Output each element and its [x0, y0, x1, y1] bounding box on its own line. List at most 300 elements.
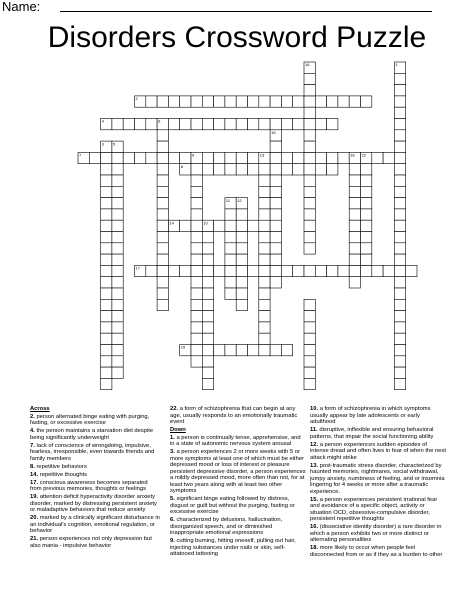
grid-cell[interactable] [304, 243, 315, 254]
grid-cell[interactable] [135, 152, 146, 163]
grid-cell[interactable] [394, 288, 405, 299]
grid-cell[interactable] [304, 119, 315, 130]
grid-cell[interactable] [270, 265, 281, 276]
grid-cell[interactable] [101, 209, 112, 220]
grid-cell[interactable] [248, 220, 259, 231]
grid-cell[interactable] [191, 356, 202, 367]
grid-cell[interactable] [394, 220, 405, 231]
grid-cell[interactable] [349, 209, 360, 220]
grid-cell[interactable] [304, 175, 315, 186]
grid-cell[interactable] [191, 254, 202, 265]
grid-cell[interactable] [191, 164, 202, 175]
grid-cell[interactable] [236, 220, 247, 231]
grid-cell[interactable] [259, 345, 270, 356]
grid-cell[interactable] [259, 299, 270, 310]
grid-cell[interactable] [157, 130, 168, 141]
grid-cell[interactable] [112, 356, 123, 367]
grid-cell[interactable] [327, 152, 338, 163]
grid-cell[interactable] [214, 119, 225, 130]
grid-cell[interactable] [202, 288, 213, 299]
grid-cell[interactable] [157, 220, 168, 231]
grid-cell[interactable] [214, 152, 225, 163]
grid-cell[interactable] [394, 141, 405, 152]
grid-cell[interactable] [236, 232, 247, 243]
grid-cell[interactable] [259, 198, 270, 209]
grid-cell[interactable] [101, 311, 112, 322]
grid-cell[interactable] [112, 232, 123, 243]
grid-cell[interactable] [101, 243, 112, 254]
grid-cell[interactable] [259, 322, 270, 333]
grid-cell[interactable] [270, 277, 281, 288]
grid-cell[interactable] [349, 265, 360, 276]
grid-cell[interactable] [157, 232, 168, 243]
grid-cell[interactable] [361, 186, 372, 197]
grid-cell[interactable] [112, 186, 123, 197]
grid-cell[interactable] [101, 186, 112, 197]
grid-cell[interactable] [191, 96, 202, 107]
grid-cell[interactable] [304, 130, 315, 141]
grid-cell[interactable] [112, 367, 123, 378]
grid-cell[interactable] [394, 152, 405, 163]
grid-cell[interactable] [259, 186, 270, 197]
grid-cell[interactable] [327, 265, 338, 276]
grid-cell[interactable] [270, 119, 281, 130]
grid-cell[interactable] [101, 277, 112, 288]
grid-cell[interactable] [225, 265, 236, 276]
grid-cell[interactable] [259, 277, 270, 288]
grid-cell[interactable] [191, 322, 202, 333]
grid-cell[interactable] [225, 152, 236, 163]
grid-cell[interactable] [270, 186, 281, 197]
grid-cell[interactable] [112, 333, 123, 344]
grid-cell[interactable] [270, 164, 281, 175]
grid-cell[interactable] [349, 232, 360, 243]
grid-cell[interactable] [157, 209, 168, 220]
grid-cell[interactable] [383, 265, 394, 276]
grid-cell[interactable] [191, 333, 202, 344]
grid-cell[interactable] [383, 152, 394, 163]
grid-cell[interactable] [327, 96, 338, 107]
grid-cell[interactable] [259, 243, 270, 254]
grid-cell[interactable] [361, 198, 372, 209]
grid-cell[interactable] [236, 96, 247, 107]
grid-cell[interactable] [112, 220, 123, 231]
grid-cell[interactable] [270, 243, 281, 254]
grid-cell[interactable] [259, 209, 270, 220]
grid-cell[interactable] [293, 152, 304, 163]
grid-cell[interactable] [361, 209, 372, 220]
grid-cell[interactable] [112, 254, 123, 265]
grid-cell[interactable] [394, 277, 405, 288]
grid-cell[interactable] [304, 220, 315, 231]
grid-cell[interactable] [394, 186, 405, 197]
grid-cell[interactable] [304, 333, 315, 344]
grid-cell[interactable] [327, 164, 338, 175]
grid-cell[interactable] [168, 119, 179, 130]
grid-cell[interactable] [349, 277, 360, 288]
grid-cell[interactable] [304, 152, 315, 163]
grid-cell[interactable] [236, 299, 247, 310]
grid-cell[interactable] [394, 356, 405, 367]
grid-cell[interactable] [349, 164, 360, 175]
grid-cell[interactable] [101, 254, 112, 265]
grid-cell[interactable] [112, 288, 123, 299]
grid-cell[interactable] [304, 209, 315, 220]
grid-cell[interactable] [101, 220, 112, 231]
grid-cell[interactable] [236, 345, 247, 356]
grid-cell[interactable] [338, 152, 349, 163]
grid-cell[interactable] [236, 164, 247, 175]
grid-cell[interactable] [135, 119, 146, 130]
grid-cell[interactable] [112, 175, 123, 186]
grid-cell[interactable] [101, 322, 112, 333]
grid-cell[interactable] [191, 209, 202, 220]
grid-cell[interactable] [394, 345, 405, 356]
grid-cell[interactable] [236, 254, 247, 265]
grid-cell[interactable] [101, 333, 112, 344]
grid-cell[interactable] [361, 265, 372, 276]
grid-cell[interactable] [361, 175, 372, 186]
grid-cell[interactable] [248, 96, 259, 107]
grid-cell[interactable] [270, 175, 281, 186]
grid-cell[interactable] [89, 152, 100, 163]
grid-cell[interactable] [112, 311, 123, 322]
grid-cell[interactable] [146, 119, 157, 130]
grid-cell[interactable] [101, 175, 112, 186]
grid-cell[interactable] [202, 378, 213, 389]
grid-cell[interactable] [225, 345, 236, 356]
grid-cell[interactable] [361, 164, 372, 175]
grid-cell[interactable] [157, 96, 168, 107]
grid-cell[interactable] [157, 299, 168, 310]
grid-cell[interactable] [123, 152, 134, 163]
grid-cell[interactable] [225, 209, 236, 220]
grid-cell[interactable] [236, 288, 247, 299]
grid-cell[interactable] [259, 96, 270, 107]
grid-cell[interactable] [202, 311, 213, 322]
grid-cell[interactable] [349, 96, 360, 107]
grid-cell[interactable] [191, 265, 202, 276]
grid-cell[interactable] [214, 164, 225, 175]
grid-cell[interactable] [101, 198, 112, 209]
grid-cell[interactable] [157, 175, 168, 186]
grid-cell[interactable] [236, 265, 247, 276]
grid-cell[interactable] [202, 152, 213, 163]
grid-cell[interactable] [361, 232, 372, 243]
grid-cell[interactable] [349, 198, 360, 209]
grid-cell[interactable] [101, 164, 112, 175]
grid-cell[interactable] [191, 220, 202, 231]
grid-cell[interactable] [157, 186, 168, 197]
grid-cell[interactable] [394, 164, 405, 175]
grid-cell[interactable] [214, 265, 225, 276]
grid-cell[interactable] [225, 164, 236, 175]
grid-cell[interactable] [304, 73, 315, 84]
grid-cell[interactable] [180, 152, 191, 163]
grid-cell[interactable] [270, 254, 281, 265]
grid-cell[interactable] [293, 119, 304, 130]
grid-cell[interactable] [394, 254, 405, 265]
grid-cell[interactable] [394, 311, 405, 322]
grid-cell[interactable] [248, 152, 259, 163]
grid-cell[interactable] [361, 96, 372, 107]
grid-cell[interactable] [146, 152, 157, 163]
grid-cell[interactable] [327, 119, 338, 130]
grid-cell[interactable] [191, 277, 202, 288]
clue-item [30, 443, 160, 463]
grid-cell[interactable] [349, 175, 360, 186]
grid-cell[interactable] [315, 265, 326, 276]
grid-cell[interactable] [281, 152, 292, 163]
grid-cell[interactable] [157, 198, 168, 209]
grid-cell[interactable] [394, 119, 405, 130]
grid-cell[interactable] [281, 164, 292, 175]
grid-cell[interactable] [202, 277, 213, 288]
clue-text: a form of schizophrenia in which symptoms usually appear by late adolescents or early adulthood [310, 406, 431, 425]
grid-cell[interactable] [259, 232, 270, 243]
grid-cell[interactable] [236, 119, 247, 130]
grid-cell[interactable] [349, 186, 360, 197]
grid-cell[interactable] [236, 243, 247, 254]
grid-cell[interactable] [112, 265, 123, 276]
grid-cell[interactable] [101, 288, 112, 299]
grid-cell[interactable] [361, 243, 372, 254]
grid-cell[interactable] [157, 141, 168, 152]
grid-cell[interactable] [394, 85, 405, 96]
grid-cell[interactable] [394, 209, 405, 220]
grid-cell[interactable] [372, 265, 383, 276]
grid-cell[interactable] [315, 152, 326, 163]
grid-cell[interactable] [394, 243, 405, 254]
grid-cell[interactable] [146, 265, 157, 276]
grid-cell[interactable] [157, 164, 168, 175]
grid-cell[interactable] [304, 265, 315, 276]
grid-cell[interactable] [394, 378, 405, 389]
grid-cell[interactable] [191, 186, 202, 197]
grid-cell[interactable] [293, 96, 304, 107]
grid-cell[interactable] [112, 198, 123, 209]
grid-cell[interactable] [270, 209, 281, 220]
grid-cell[interactable] [270, 152, 281, 163]
grid-cell[interactable] [281, 119, 292, 130]
grid-cell[interactable] [101, 265, 112, 276]
grid-cell[interactable] [191, 243, 202, 254]
grid-cell[interactable] [349, 220, 360, 231]
grid-cell[interactable] [191, 345, 202, 356]
grid-cell[interactable] [191, 299, 202, 310]
grid-cell[interactable] [259, 288, 270, 299]
grid-cell[interactable] [112, 322, 123, 333]
grid-cell[interactable] [304, 345, 315, 356]
cell-number: 14 [169, 220, 174, 226]
grid-cell[interactable] [214, 345, 225, 356]
grid-cell[interactable] [202, 243, 213, 254]
grid-cell[interactable] [225, 220, 236, 231]
grid-cell[interactable] [101, 356, 112, 367]
grid-cell[interactable] [315, 96, 326, 107]
grid-cell[interactable] [270, 96, 281, 107]
grid-cell[interactable] [225, 96, 236, 107]
grid-cell[interactable] [259, 164, 270, 175]
grid-cell[interactable] [338, 96, 349, 107]
grid-cell[interactable] [349, 254, 360, 265]
grid-cell[interactable] [101, 152, 112, 163]
grid-cell[interactable] [281, 265, 292, 276]
grid-cell[interactable] [202, 254, 213, 265]
grid-cell[interactable] [202, 232, 213, 243]
grid-cell[interactable] [406, 265, 417, 276]
grid-cell[interactable] [304, 85, 315, 96]
grid-cell[interactable] [157, 243, 168, 254]
grid-cell[interactable] [191, 288, 202, 299]
grid-cell[interactable] [270, 220, 281, 231]
grid-cell[interactable] [225, 119, 236, 130]
grid-cell[interactable] [112, 152, 123, 163]
grid-cell[interactable] [202, 119, 213, 130]
grid-cell[interactable] [112, 277, 123, 288]
grid-cell[interactable] [394, 333, 405, 344]
grid-cell[interactable] [270, 198, 281, 209]
grid-cell[interactable] [394, 265, 405, 276]
grid-cell[interactable] [248, 345, 259, 356]
grid-cell[interactable] [157, 254, 168, 265]
grid-cell[interactable] [225, 232, 236, 243]
grid-cell[interactable] [304, 299, 315, 310]
grid-cell[interactable] [191, 311, 202, 322]
grid-cell[interactable] [259, 311, 270, 322]
grid-cell[interactable] [361, 254, 372, 265]
grid-cell[interactable] [304, 141, 315, 152]
grid-cell[interactable] [259, 119, 270, 130]
grid-cell[interactable] [112, 164, 123, 175]
grid-cell[interactable] [157, 288, 168, 299]
grid-cell[interactable] [112, 243, 123, 254]
grid-cell[interactable] [180, 220, 191, 231]
grid-cell[interactable] [214, 220, 225, 231]
grid-cell[interactable] [394, 175, 405, 186]
grid-cell[interactable] [157, 277, 168, 288]
grid-cell[interactable] [202, 333, 213, 344]
grid-cell[interactable] [394, 232, 405, 243]
grid-cell[interactable] [270, 345, 281, 356]
grid-cell[interactable] [101, 367, 112, 378]
grid-cell[interactable] [225, 254, 236, 265]
grid-cell[interactable] [236, 152, 247, 163]
grid-cell[interactable] [191, 119, 202, 130]
grid-cell[interactable] [394, 73, 405, 84]
grid-cell[interactable] [293, 164, 304, 175]
grid-cell[interactable] [101, 299, 112, 310]
grid-cell[interactable] [123, 119, 134, 130]
grid-cell[interactable] [304, 232, 315, 243]
grid-cell[interactable] [281, 96, 292, 107]
grid-cell[interactable] [236, 277, 247, 288]
grid-cell[interactable] [259, 175, 270, 186]
grid-cell[interactable] [394, 322, 405, 333]
grid-cell[interactable] [157, 265, 168, 276]
grid-cell[interactable] [259, 265, 270, 276]
grid-cell[interactable] [202, 164, 213, 175]
grid-cell[interactable] [202, 299, 213, 310]
grid-cell[interactable] [304, 164, 315, 175]
grid-cell[interactable] [304, 107, 315, 118]
grid-cell[interactable] [248, 164, 259, 175]
grid-cell[interactable] [304, 311, 315, 322]
grid-cell[interactable] [304, 186, 315, 197]
grid-cell[interactable] [180, 96, 191, 107]
grid-cell[interactable] [191, 175, 202, 186]
grid-cell[interactable] [259, 333, 270, 344]
grid-cell[interactable] [168, 96, 179, 107]
grid-cell[interactable] [180, 119, 191, 130]
grid-cell[interactable] [225, 288, 236, 299]
grid-cell[interactable] [394, 107, 405, 118]
grid-cell[interactable] [236, 209, 247, 220]
grid-cell[interactable] [259, 254, 270, 265]
grid-cell[interactable] [304, 322, 315, 333]
grid-cell[interactable] [112, 119, 123, 130]
grid-cell[interactable] [259, 220, 270, 231]
grid-cell[interactable] [394, 96, 405, 107]
grid-cell[interactable] [248, 265, 259, 276]
grid-cell[interactable] [202, 356, 213, 367]
grid-cell[interactable] [281, 345, 292, 356]
grid-cell[interactable] [315, 164, 326, 175]
grid-cell[interactable] [168, 152, 179, 163]
grid-cell[interactable] [361, 220, 372, 231]
grid-cell[interactable] [304, 378, 315, 389]
grid-cell[interactable] [394, 367, 405, 378]
grid-cell[interactable] [225, 243, 236, 254]
grid-cell[interactable] [349, 243, 360, 254]
grid-cell[interactable] [112, 209, 123, 220]
grid-cell[interactable] [214, 96, 225, 107]
grid-cell[interactable] [372, 152, 383, 163]
grid-cell[interactable] [101, 345, 112, 356]
grid-cell[interactable] [394, 130, 405, 141]
clue-text: the person maintains a starvation diet despite being significantly underweight [30, 428, 154, 441]
grid-cell[interactable] [270, 232, 281, 243]
grid-cell[interactable] [315, 119, 326, 130]
grid-cell[interactable] [112, 299, 123, 310]
grid-cell[interactable] [101, 232, 112, 243]
grid-cell[interactable] [202, 345, 213, 356]
grid-cell[interactable] [191, 232, 202, 243]
grid-cell[interactable] [248, 119, 259, 130]
grid-cell[interactable] [191, 198, 202, 209]
grid-cell[interactable] [394, 198, 405, 209]
grid-cell[interactable] [112, 345, 123, 356]
grid-cell[interactable] [293, 265, 304, 276]
grid-cell[interactable] [157, 152, 168, 163]
grid-cell[interactable] [270, 141, 281, 152]
grid-cell[interactable] [202, 367, 213, 378]
grid-cell[interactable] [304, 367, 315, 378]
grid-cell[interactable] [304, 356, 315, 367]
grid-cell[interactable] [202, 96, 213, 107]
grid-cell[interactable] [394, 299, 405, 310]
grid-cell[interactable] [168, 265, 179, 276]
grid-cell[interactable] [180, 265, 191, 276]
grid-cell[interactable] [338, 265, 349, 276]
grid-cell[interactable] [225, 277, 236, 288]
grid-cell[interactable] [304, 96, 315, 107]
grid-cell[interactable] [101, 378, 112, 389]
grid-cell[interactable] [202, 322, 213, 333]
grid-cell[interactable] [146, 96, 157, 107]
grid-cell[interactable] [202, 265, 213, 276]
grid-cell[interactable] [304, 198, 315, 209]
